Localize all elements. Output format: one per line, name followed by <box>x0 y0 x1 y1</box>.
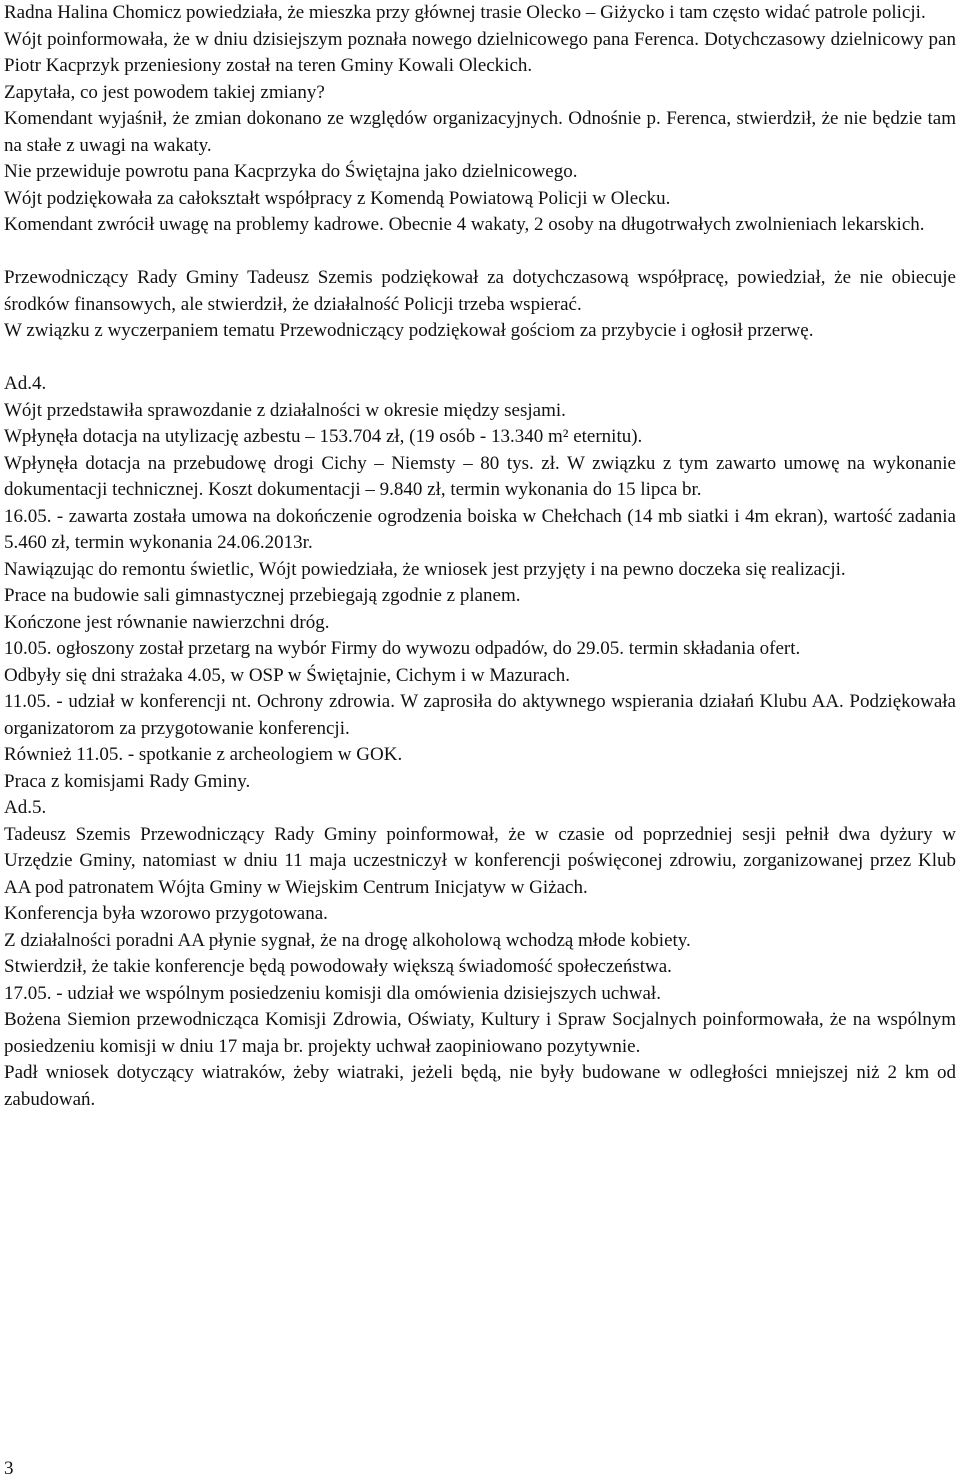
paragraph: Nawiązując do remontu świetlic, Wójt powiedziała, że wniosek jest przyjęty i na pewno doczeka się realizacji. <box>4 558 846 580</box>
paragraph: Wpłynęła dotacja na utylizację azbestu – 153.704 zł, (19 osób - 13.340 m² eternitu). <box>4 426 643 447</box>
paragraph: 16.05. - zawarta została umowa na dokończenie ogrodzenia boiska w Chełchach (14 mb siatki i 4m ekran), wartość zadania 5.460 zł, termin wykonania 24.06.2013r. <box>4 505 956 553</box>
paragraph: Prace na budowie sali gimnastycznej przebiegają zgodnie z planem. <box>4 585 521 606</box>
paragraph-gap <box>4 345 956 372</box>
section-heading: Ad.5. <box>4 797 47 818</box>
paragraph: 11.05. - udział w konferencji nt. Ochrony zdrowia. W zaprosiła do aktywnego wspierania działań Klubu AA. Podziękowała organizatorom za przygotowanie konferencji. <box>4 691 956 739</box>
page-number: 3 <box>4 1458 14 1479</box>
paragraph: Wójt poinformowała, że w dniu dzisiejszym poznała nowego dzielnicowego pana Ferenca. Dotychczasowy dzielnicowy pan Piotr Kacprzyk przeniesiony został na teren Gminy Kowali Oleckich. <box>4 28 956 76</box>
paragraph: Tadeusz Szemis Przewodniczący Rady Gminy poinformował, że w czasie od poprzedniej sesji pełnił dwa dyżury w Urzędzie Gminy, natomiast w dniu 11 maja uczestniczył w konferencji poświęconej zdrowiu, zorganizowanej przez Klub AA pod patronatem Wójta Gminy w Wiejskim Centrum Inicjatyw w Giżach. <box>4 823 956 898</box>
paragraph: W związku z wyczerpaniem tematu Przewodniczący podziękował gościom za przybycie i ogłosił przerwę. <box>4 320 814 341</box>
paragraph: Komendant wyjaśnił, że zmian dokonano ze względów organizacyjnych. Odnośnie p. Ferenca, stwierdził, że nie będzie tam na stałe z uwagi na wakaty. <box>4 108 956 156</box>
paragraph: Odbyły się dni strażaka 4.05, w OSP w Świętajnie, Cichym i w Mazurach. <box>4 664 571 686</box>
section-heading: Ad.4. <box>4 373 47 394</box>
document-page <box>4 0 956 1113</box>
paragraph-gap <box>4 239 956 266</box>
paragraph: Stwierdził, że takie konferencje będą powodowały większą świadomość społeczeństwa. <box>4 956 672 977</box>
paragraph: Komendant zwrócił uwagę na problemy kadrowe. Obecnie 4 wakaty, 2 osoby na długotrwałych zwolnieniach lekarskich. <box>4 214 925 235</box>
paragraph: Bożena Siemion przewodnicząca Komisji Zdrowia, Oświaty, Kultury i Spraw Socjalnych poinformowała, że na wspólnym posiedzeniu komisji w dniu 17 maja br. projekty uchwał zaopiniowano pozytywnie. <box>4 1009 956 1057</box>
paragraph: Wpłynęła dotacja na przebudowę drogi Cichy – Niemsty – 80 tys. zł. W związku z tym zawarto umowę na wykonanie dokumentacji technicznej. Koszt dokumentacji – 9.840 zł, termin wykonania do 15 lipca br. <box>4 452 956 500</box>
paragraph: Praca z komisjami Rady Gminy. <box>4 770 251 792</box>
paragraph: Nie przewiduje powrotu pana Kacprzyka do Świętajna jako dzielnicowego. <box>4 161 578 182</box>
paragraph: Zapytała, co jest powodem takiej zmiany? <box>4 81 325 103</box>
paragraph: Wójt przedstawiła sprawozdanie z działalności w okresie między sesjami. <box>4 399 566 421</box>
paragraph: Przewodniczący Rady Gminy Tadeusz Szemis podziękował za dotychczasową współpracę, powiedział, że nie obiecuje środków finansowych, ale stwierdził, że działalność Policji trzeba wspierać. <box>4 267 956 315</box>
paragraph: Z działalności poradni AA płynie sygnał, że na drogę alkoholową wchodzą młode kobiety. <box>4 929 691 951</box>
paragraph: Kończone jest równanie nawierzchni dróg. <box>4 611 330 633</box>
paragraph: Wójt podziękowała za całokształt współpracy z Komendą Powiatową Policji w Olecku. <box>4 187 671 209</box>
paragraph: Również 11.05. - spotkanie z archeologiem w GOK. <box>4 744 403 765</box>
paragraph: Padł wniosek dotyczący wiatraków, żeby wiatraki, jeżeli będą, nie były budowane w odległości mniejszej niż 2 km od zabudowań. <box>4 1062 956 1110</box>
paragraph: Radna Halina Chomicz powiedziała, że mieszka przy głównej trasie Olecko – Giżycko i tam często widać patrole policji. <box>4 2 926 23</box>
paragraph: 10.05. ogłoszony został przetarg na wybór Firmy do wywozu odpadów, do 29.05. termin składania ofert. <box>4 638 801 659</box>
paragraph: Konferencja była wzorowo przygotowana. <box>4 903 328 924</box>
paragraph: 17.05. - udział we wspólnym posiedzeniu komisji dla omówienia dzisiejszych uchwał. <box>4 982 661 1004</box>
